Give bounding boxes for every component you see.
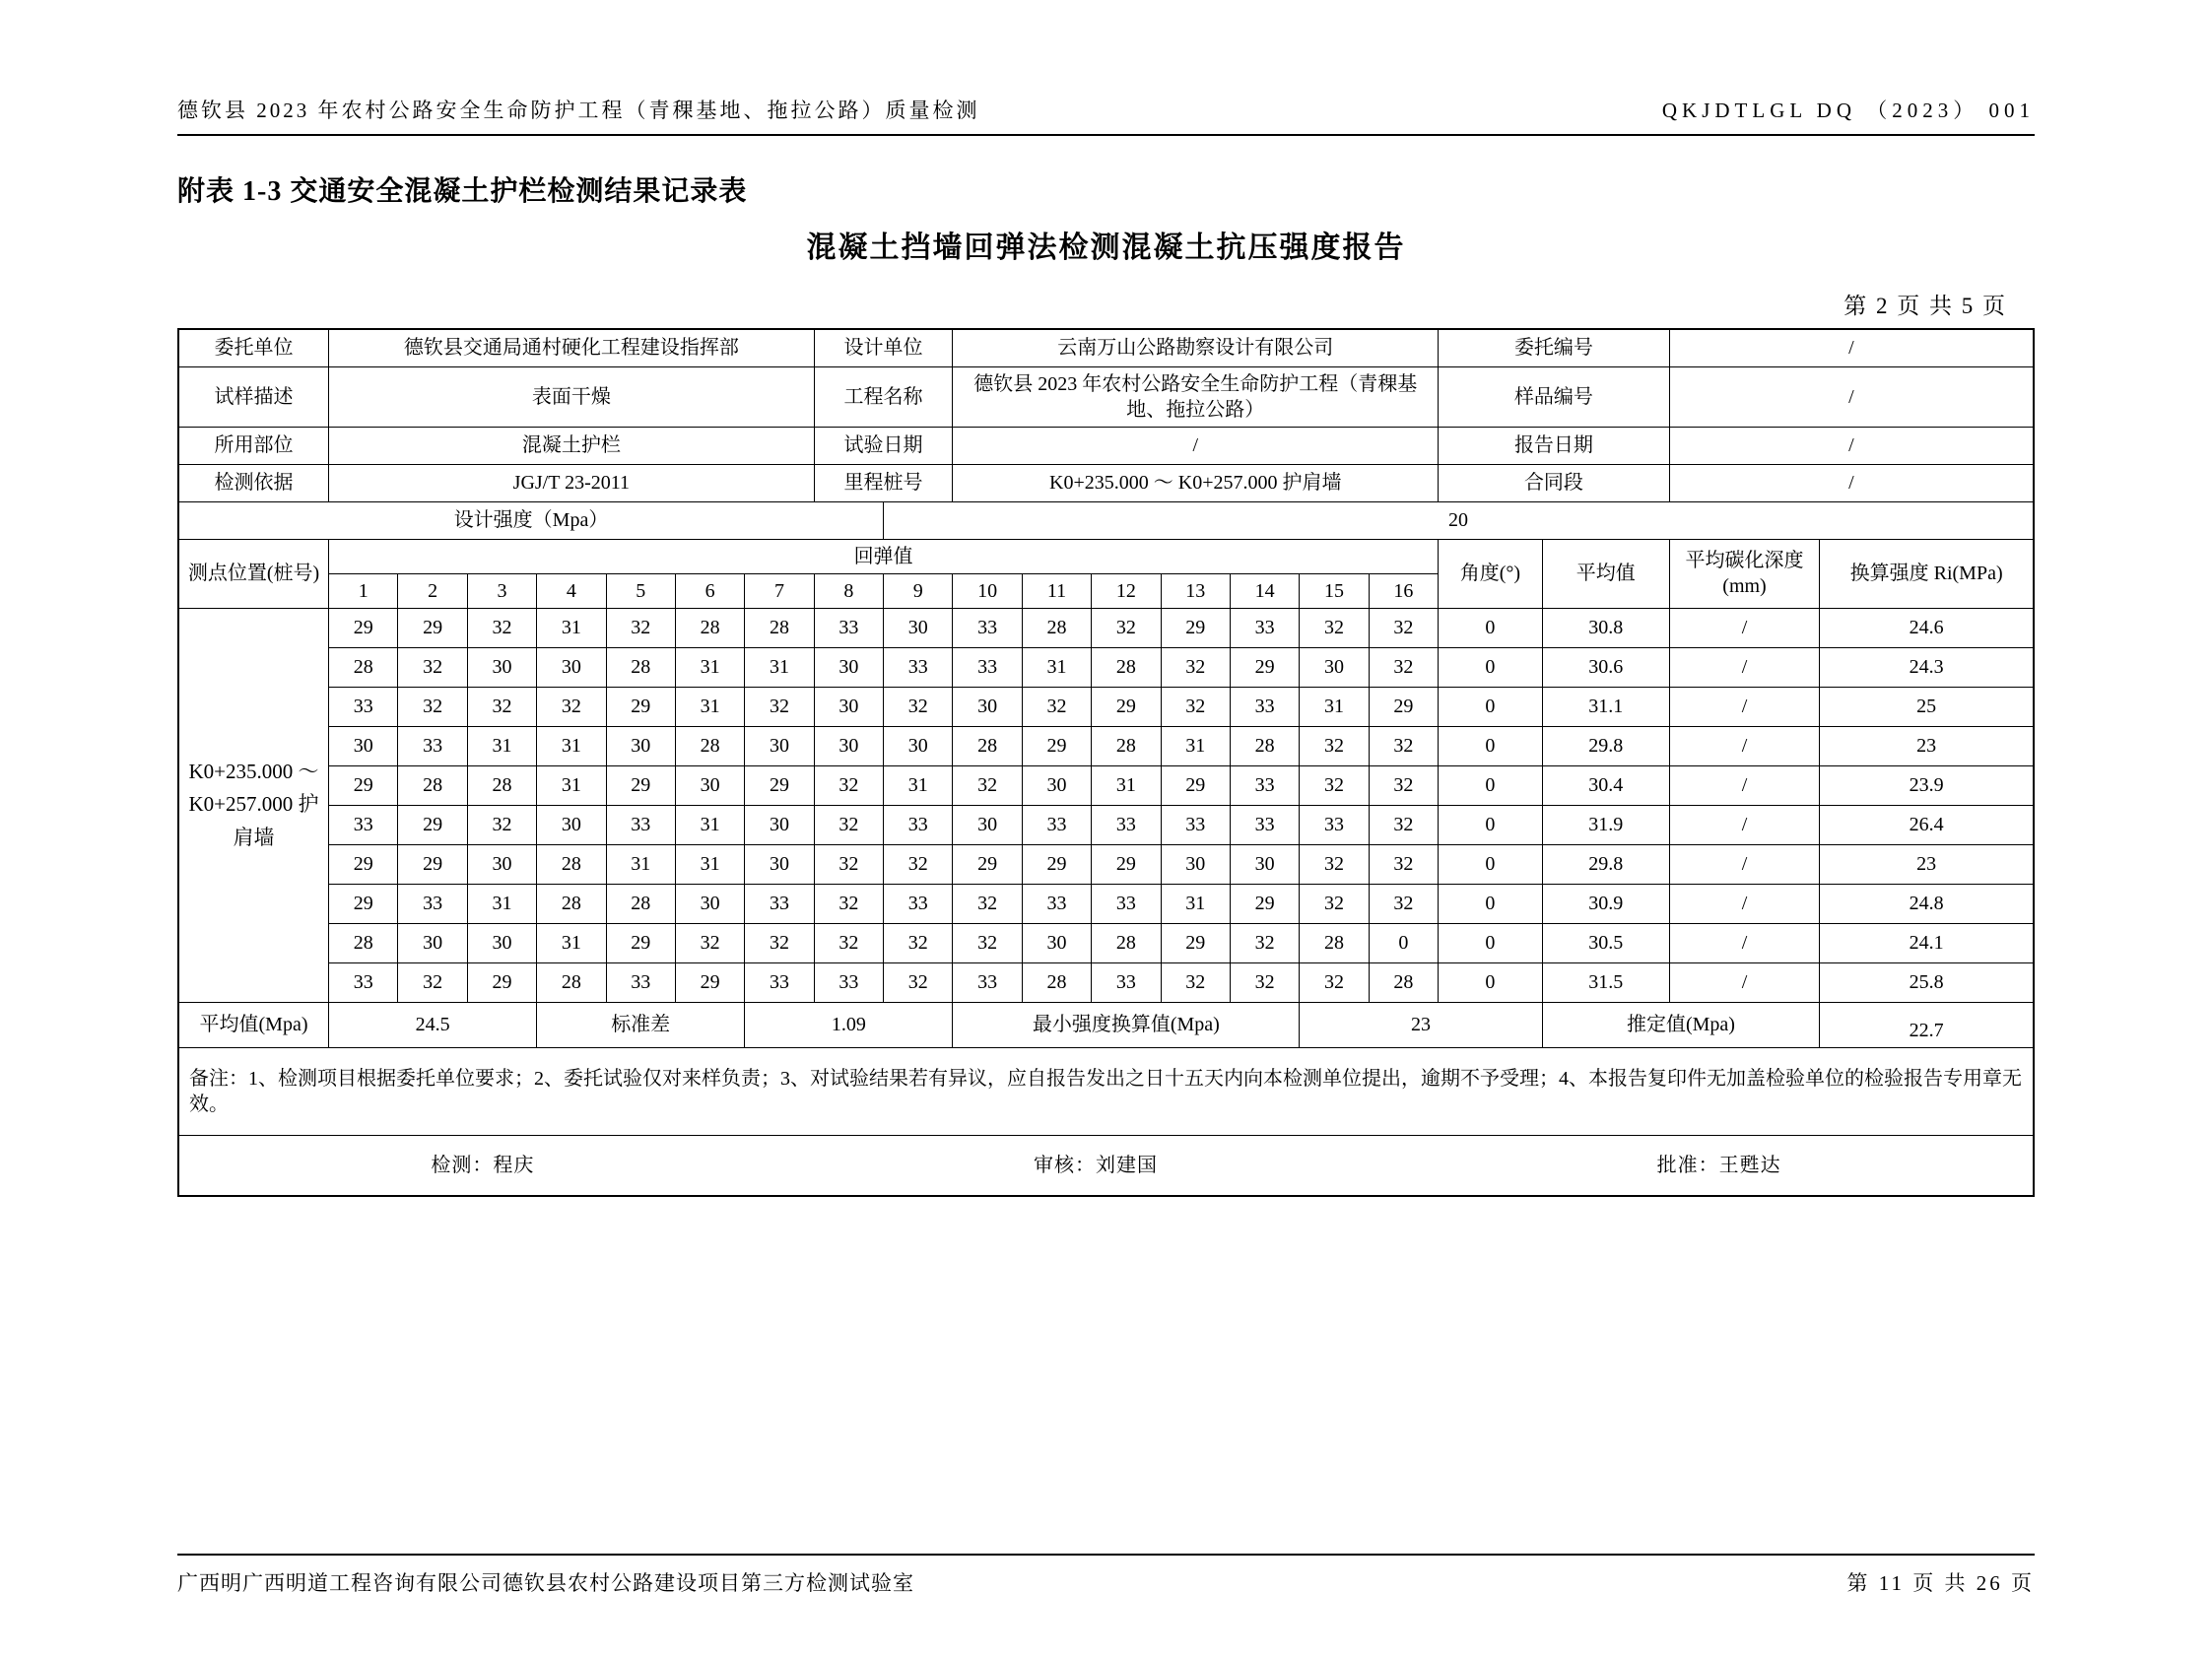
cell-v5: 28 (606, 884, 675, 923)
document-header (177, 95, 2035, 136)
cell-v7: 31 (745, 647, 814, 687)
cell-v7: 28 (745, 608, 814, 647)
remark-text: 备注：1、检测项目根据委托单位要求；2、委托试验仅对来样负责；3、对试验结果若有异议，应自报告发出之日十五天内向本检测单位提出，逾期不予受理；4、本报告复印件无加盖检验单位的检验报告专用章无效。 (178, 1047, 2034, 1135)
col-index-9: 9 (884, 573, 953, 608)
cell-v4: 32 (537, 687, 606, 726)
page-indicator: 第 2 页 共 5 页 (1843, 294, 2007, 318)
cell-v15: 30 (1300, 647, 1369, 687)
cell-v13: 32 (1161, 687, 1230, 726)
cell-v2: 28 (398, 765, 467, 805)
signature-approver: 批准：王甦达 (1656, 1154, 1781, 1176)
cell-v1: 33 (329, 805, 398, 844)
cell-v4: 31 (537, 726, 606, 765)
label-contract-section: 合同段 (1439, 464, 1670, 501)
cell-v6: 30 (675, 765, 744, 805)
label-standard: 检测依据 (178, 464, 329, 501)
value-client: 德钦县交通局通村硬化工程建设指挥部 (329, 329, 815, 366)
label-min-converted: 最小强度换算值(Mpa) (953, 1002, 1300, 1047)
value-designer: 云南万山公路勘察设计有限公司 (953, 329, 1439, 366)
cell-v6: 31 (675, 844, 744, 884)
cell-v14: 32 (1230, 923, 1299, 962)
cell-converted: 25 (1820, 687, 2034, 726)
col-index-6: 6 (675, 573, 744, 608)
cell-v4: 31 (537, 765, 606, 805)
col-index-10: 10 (953, 573, 1022, 608)
table-row (178, 805, 2034, 844)
cell-carbonation: / (1669, 647, 1820, 687)
cell-v8: 30 (814, 687, 883, 726)
cell-v3: 31 (467, 726, 536, 765)
cell-v3: 30 (467, 923, 536, 962)
cell-v9: 31 (884, 765, 953, 805)
cell-v14: 33 (1230, 608, 1299, 647)
cell-converted: 24.1 (1820, 923, 2034, 962)
cell-v12: 31 (1092, 765, 1161, 805)
cell-v5: 32 (606, 608, 675, 647)
value-estimated: 22.7 (1820, 1002, 2034, 1047)
cell-v13: 29 (1161, 923, 1230, 962)
cell-v15: 32 (1300, 726, 1369, 765)
cell-v1: 29 (329, 765, 398, 805)
cell-v9: 30 (884, 726, 953, 765)
cell-angle: 0 (1439, 844, 1543, 884)
label-sample-desc: 试样描述 (178, 366, 329, 427)
cell-v1: 29 (329, 844, 398, 884)
cell-v1: 30 (329, 726, 398, 765)
value-std-dev: 1.09 (745, 1002, 953, 1047)
cell-v11: 28 (1022, 608, 1091, 647)
table-row (178, 923, 2034, 962)
cell-v11: 31 (1022, 647, 1091, 687)
cell-v12: 28 (1092, 647, 1161, 687)
cell-v9: 32 (884, 687, 953, 726)
info-row-3 (178, 427, 2034, 464)
signature-reviewer: 审核：刘建国 (1033, 1154, 1158, 1176)
cell-v10: 30 (953, 805, 1022, 844)
cell-carbonation: / (1669, 844, 1820, 884)
cell-v16: 29 (1369, 687, 1438, 726)
cell-v12: 33 (1092, 805, 1161, 844)
table-row (178, 726, 2034, 765)
cell-v1: 29 (329, 608, 398, 647)
col-index-3: 3 (467, 573, 536, 608)
col-index-4: 4 (537, 573, 606, 608)
cell-v16: 28 (1369, 962, 1438, 1002)
cell-v4: 28 (537, 962, 606, 1002)
cell-v8: 30 (814, 647, 883, 687)
value-project-name: 德钦县 2023 年农村公路安全生命防护工程（青稞基地、拖拉公路） (953, 366, 1439, 427)
cell-v3: 31 (467, 884, 536, 923)
cell-v8: 30 (814, 726, 883, 765)
cell-v14: 33 (1230, 765, 1299, 805)
signature-cell (178, 1135, 2034, 1196)
cell-v2: 32 (398, 687, 467, 726)
cell-v14: 29 (1230, 884, 1299, 923)
signature-tester: 检测：程庆 (431, 1154, 535, 1176)
cell-v5: 29 (606, 923, 675, 962)
col-index-13: 13 (1161, 573, 1230, 608)
form-title: 附表 1-3 交通安全混凝土护栏检测结果记录表 (177, 176, 748, 207)
cell-angle: 0 (1439, 923, 1543, 962)
cell-v10: 29 (953, 844, 1022, 884)
col-index-12: 12 (1092, 573, 1161, 608)
cell-v2: 33 (398, 726, 467, 765)
cell-v9: 33 (884, 805, 953, 844)
cell-v10: 30 (953, 687, 1022, 726)
cell-v16: 32 (1369, 647, 1438, 687)
cell-v1: 33 (329, 687, 398, 726)
cell-v3: 28 (467, 765, 536, 805)
label-project-name: 工程名称 (814, 366, 953, 427)
col-index-1: 1 (329, 573, 398, 608)
cell-v9: 30 (884, 608, 953, 647)
value-standard: JGJ/T 23-2011 (329, 464, 815, 501)
cell-v15: 28 (1300, 923, 1369, 962)
value-design-strength: 20 (884, 501, 2034, 539)
cell-v6: 32 (675, 923, 744, 962)
cell-v1: 29 (329, 884, 398, 923)
cell-carbonation: / (1669, 923, 1820, 962)
cell-angle: 0 (1439, 765, 1543, 805)
cell-v11: 29 (1022, 844, 1091, 884)
cell-v4: 28 (537, 884, 606, 923)
cell-carbonation: / (1669, 884, 1820, 923)
cell-v10: 32 (953, 765, 1022, 805)
cell-v3: 32 (467, 805, 536, 844)
cell-v2: 32 (398, 647, 467, 687)
cell-v7: 30 (745, 844, 814, 884)
label-designer: 设计单位 (814, 329, 953, 366)
header-carbonation: 平均碳化深度(mm) (1669, 539, 1820, 608)
table-row (178, 844, 2034, 884)
cell-v2: 33 (398, 884, 467, 923)
cell-v2: 32 (398, 962, 467, 1002)
cell-v3: 29 (467, 962, 536, 1002)
header-position: 测点位置(桩号) (178, 539, 329, 608)
cell-v7: 32 (745, 687, 814, 726)
cell-v9: 33 (884, 884, 953, 923)
cell-carbonation: / (1669, 687, 1820, 726)
cell-v16: 32 (1369, 608, 1438, 647)
cell-v3: 32 (467, 608, 536, 647)
cell-v8: 33 (814, 608, 883, 647)
cell-v4: 30 (537, 805, 606, 844)
cell-angle: 0 (1439, 884, 1543, 923)
value-sample-desc: 表面干燥 (329, 366, 815, 427)
cell-v10: 28 (953, 726, 1022, 765)
cell-v14: 33 (1230, 687, 1299, 726)
cell-v6: 30 (675, 884, 744, 923)
cell-v6: 31 (675, 647, 744, 687)
col-index-11: 11 (1022, 573, 1091, 608)
label-estimated: 推定值(Mpa) (1542, 1002, 1820, 1047)
label-mean-strength: 平均值(Mpa) (178, 1002, 329, 1047)
cell-v5: 29 (606, 687, 675, 726)
col-index-8: 8 (814, 573, 883, 608)
cell-converted: 25.8 (1820, 962, 2034, 1002)
cell-v6: 31 (675, 805, 744, 844)
cell-v14: 32 (1230, 962, 1299, 1002)
cell-v12: 32 (1092, 608, 1161, 647)
cell-average: 31.1 (1542, 687, 1669, 726)
cell-v12: 29 (1092, 844, 1161, 884)
cell-carbonation: / (1669, 608, 1820, 647)
cell-v4: 31 (537, 608, 606, 647)
cell-v11: 30 (1022, 765, 1091, 805)
cell-v9: 32 (884, 844, 953, 884)
cell-v4: 28 (537, 844, 606, 884)
cell-v9: 32 (884, 923, 953, 962)
cell-v12: 33 (1092, 884, 1161, 923)
cell-v11: 33 (1022, 805, 1091, 844)
cell-v7: 29 (745, 765, 814, 805)
cell-v16: 32 (1369, 805, 1438, 844)
cell-v13: 33 (1161, 805, 1230, 844)
cell-v5: 33 (606, 962, 675, 1002)
cell-average: 30.4 (1542, 765, 1669, 805)
cell-converted: 26.4 (1820, 805, 2034, 844)
value-test-date: / (953, 427, 1439, 464)
info-row-1 (178, 329, 2034, 366)
cell-angle: 0 (1439, 805, 1543, 844)
cell-v16: 32 (1369, 765, 1438, 805)
cell-v12: 28 (1092, 923, 1161, 962)
cell-v10: 33 (953, 962, 1022, 1002)
cell-v7: 32 (745, 923, 814, 962)
cell-converted: 24.3 (1820, 647, 2034, 687)
cell-v4: 31 (537, 923, 606, 962)
cell-average: 30.9 (1542, 884, 1669, 923)
cell-angle: 0 (1439, 687, 1543, 726)
value-min-converted: 23 (1300, 1002, 1542, 1047)
cell-v14: 29 (1230, 647, 1299, 687)
value-stake-no: K0+235.000 ～ K0+257.000 护肩墙 (953, 464, 1439, 501)
cell-v2: 29 (398, 805, 467, 844)
cell-angle: 0 (1439, 962, 1543, 1002)
cell-v1: 28 (329, 923, 398, 962)
cell-converted: 24.8 (1820, 884, 2034, 923)
cell-v15: 32 (1300, 844, 1369, 884)
value-contract-section: / (1669, 464, 2034, 501)
cell-v13: 29 (1161, 608, 1230, 647)
cell-v4: 30 (537, 647, 606, 687)
col-index-7: 7 (745, 573, 814, 608)
cell-v13: 31 (1161, 726, 1230, 765)
cell-v6: 29 (675, 962, 744, 1002)
cell-v15: 33 (1300, 805, 1369, 844)
value-sample-no: / (1669, 366, 2034, 427)
table-row (178, 765, 2034, 805)
cell-converted: 24.6 (1820, 608, 2034, 647)
cell-v7: 33 (745, 884, 814, 923)
signature-row (178, 1135, 2034, 1196)
document-page (0, 95, 2212, 1658)
cell-v3: 30 (467, 844, 536, 884)
cell-v14: 33 (1230, 805, 1299, 844)
cell-v8: 32 (814, 923, 883, 962)
cell-converted: 23.9 (1820, 765, 2034, 805)
info-row-2 (178, 366, 2034, 427)
label-part-used: 所用部位 (178, 427, 329, 464)
cell-average: 30.8 (1542, 608, 1669, 647)
cell-v14: 30 (1230, 844, 1299, 884)
cell-angle: 0 (1439, 608, 1543, 647)
cell-v11: 32 (1022, 687, 1091, 726)
cell-position-value: K0+235.000 ～ K0+257.000 护肩墙 (178, 608, 329, 1002)
cell-average: 29.8 (1542, 844, 1669, 884)
cell-v7: 30 (745, 726, 814, 765)
cell-v5: 33 (606, 805, 675, 844)
col-index-14: 14 (1230, 573, 1299, 608)
cell-v10: 32 (953, 923, 1022, 962)
cell-v5: 30 (606, 726, 675, 765)
cell-v13: 29 (1161, 765, 1230, 805)
header-rebound: 回弹值 (329, 539, 1439, 573)
cell-v5: 31 (606, 844, 675, 884)
cell-converted: 23 (1820, 844, 2034, 884)
table-row (178, 687, 2034, 726)
cell-v15: 32 (1300, 962, 1369, 1002)
cell-v1: 33 (329, 962, 398, 1002)
cell-v6: 28 (675, 608, 744, 647)
cell-v10: 33 (953, 608, 1022, 647)
cell-v13: 32 (1161, 962, 1230, 1002)
cell-v2: 29 (398, 844, 467, 884)
cell-v8: 32 (814, 805, 883, 844)
table-row (178, 608, 2034, 647)
cell-v5: 29 (606, 765, 675, 805)
label-sample-no: 样品编号 (1439, 366, 1670, 427)
cell-converted: 23 (1820, 726, 2034, 765)
cell-v15: 32 (1300, 884, 1369, 923)
label-design-strength: 设计强度（Mpa） (178, 501, 884, 539)
value-part-used: 混凝土护栏 (329, 427, 815, 464)
cell-v9: 33 (884, 647, 953, 687)
cell-average: 29.8 (1542, 726, 1669, 765)
report-table (177, 328, 2035, 1197)
value-report-date: / (1669, 427, 2034, 464)
cell-v7: 33 (745, 962, 814, 1002)
cell-v8: 32 (814, 765, 883, 805)
cell-carbonation: / (1669, 805, 1820, 844)
cell-v13: 31 (1161, 884, 1230, 923)
page-title: 混凝土挡墙回弹法检测混凝土抗压强度报告 (806, 232, 1406, 264)
table-row (178, 962, 2034, 1002)
cell-v12: 29 (1092, 687, 1161, 726)
cell-v8: 32 (814, 844, 883, 884)
cell-v15: 32 (1300, 608, 1369, 647)
cell-v11: 33 (1022, 884, 1091, 923)
cell-v12: 33 (1092, 962, 1161, 1002)
cell-v2: 29 (398, 608, 467, 647)
header-angle: 角度(°) (1439, 539, 1543, 608)
cell-v9: 32 (884, 962, 953, 1002)
cell-v8: 33 (814, 962, 883, 1002)
table-row (178, 647, 2034, 687)
cell-v11: 30 (1022, 923, 1091, 962)
label-report-date: 报告日期 (1439, 427, 1670, 464)
cell-average: 31.5 (1542, 962, 1669, 1002)
header-project-title: 德钦县 2023 年农村公路安全生命防护工程（青稞基地、拖拉公路）质量检测 (177, 99, 980, 122)
cell-v13: 30 (1161, 844, 1230, 884)
cell-angle: 0 (1439, 647, 1543, 687)
footer-lab-name: 广西明广西明道工程咨询有限公司德钦县农村公路建设项目第三方检测试验室 (177, 1571, 914, 1595)
value-commission-no: / (1669, 329, 2034, 366)
cell-v15: 31 (1300, 687, 1369, 726)
cell-v5: 28 (606, 647, 675, 687)
summary-row (178, 1002, 2034, 1047)
cell-v11: 29 (1022, 726, 1091, 765)
col-index-16: 16 (1369, 573, 1438, 608)
cell-v2: 30 (398, 923, 467, 962)
value-mean-strength: 24.5 (329, 1002, 537, 1047)
cell-v16: 0 (1369, 923, 1438, 962)
cell-v3: 32 (467, 687, 536, 726)
cell-v15: 32 (1300, 765, 1369, 805)
label-stake-no: 里程桩号 (814, 464, 953, 501)
document-footer (177, 1554, 2035, 1597)
cell-v12: 28 (1092, 726, 1161, 765)
col-index-15: 15 (1300, 573, 1369, 608)
cell-v10: 33 (953, 647, 1022, 687)
cell-average: 30.6 (1542, 647, 1669, 687)
cell-v11: 28 (1022, 962, 1091, 1002)
label-client: 委托单位 (178, 329, 329, 366)
label-test-date: 试验日期 (814, 427, 953, 464)
remark-row (178, 1047, 2034, 1135)
label-std-dev: 标准差 (537, 1002, 745, 1047)
header-converted-strength: 换算强度 Ri(MPa) (1820, 539, 2034, 608)
cell-carbonation: / (1669, 962, 1820, 1002)
cell-average: 31.9 (1542, 805, 1669, 844)
cell-v8: 32 (814, 884, 883, 923)
info-row-4 (178, 464, 2034, 501)
design-strength-row (178, 501, 2034, 539)
col-index-2: 2 (398, 573, 467, 608)
cell-v6: 28 (675, 726, 744, 765)
cell-v14: 28 (1230, 726, 1299, 765)
cell-carbonation: / (1669, 765, 1820, 805)
cell-angle: 0 (1439, 726, 1543, 765)
col-index-5: 5 (606, 573, 675, 608)
header-average: 平均值 (1542, 539, 1669, 608)
cell-v1: 28 (329, 647, 398, 687)
footer-page-number: 第 11 页 共 26 页 (1846, 1571, 2035, 1595)
header-doc-code: QKJDTLGL DQ （2023） 001 (1661, 99, 2035, 122)
cell-carbonation: / (1669, 726, 1820, 765)
cell-v16: 32 (1369, 726, 1438, 765)
cell-v7: 30 (745, 805, 814, 844)
cell-average: 30.5 (1542, 923, 1669, 962)
cell-v16: 32 (1369, 884, 1438, 923)
cell-v3: 30 (467, 647, 536, 687)
rebound-header-row (178, 539, 2034, 573)
label-commission-no: 委托编号 (1439, 329, 1670, 366)
cell-v10: 32 (953, 884, 1022, 923)
cell-v16: 32 (1369, 844, 1438, 884)
cell-v13: 32 (1161, 647, 1230, 687)
cell-v6: 31 (675, 687, 744, 726)
table-row (178, 884, 2034, 923)
